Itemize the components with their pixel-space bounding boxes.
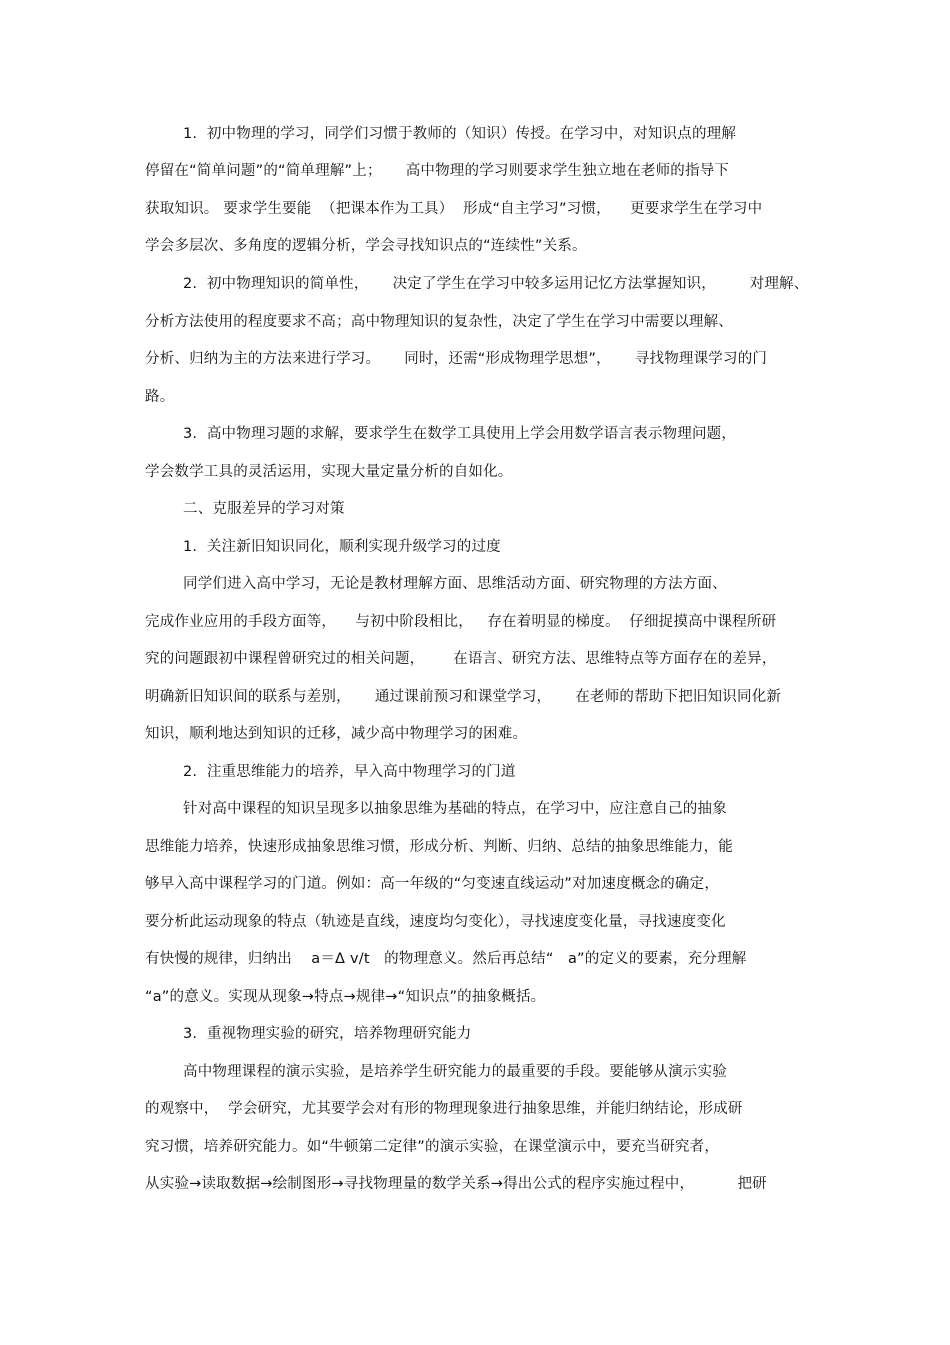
section-heading: 二、克服差异的学习对策: [183, 501, 345, 517]
text-line: 有快慢的规律，归纳出 a＝Δ v/t 的物理意义。然后再总结“ a”的定义的要素，充分理解: [145, 951, 747, 967]
text-line: 针对高中课程的知识呈现多以抽象思维为基础的特点，在学习中，应注意自己的抽象: [183, 801, 727, 817]
text-line: 思维能力培养，快速形成抽象思维习惯，形成分析、判断、归纳、总结的抽象思维能力，能: [145, 839, 733, 855]
subsection-heading: 2. 注重思维能力的培养，早入高中物理学习的门道: [183, 764, 516, 780]
text-line: 明确新旧知识间的联系与差别， 通过课前预习和课堂学习， 在老师的帮助下把旧知识同化新: [145, 689, 782, 705]
subsection-heading: 3. 重视物理实验的研究，培养物理研究能力: [183, 1026, 472, 1042]
text-line: 停留在“简单问题”的“简单理解”上； 高中物理的学习则要求学生独立地在老师的指导下: [145, 163, 730, 179]
text-line: 完成作业应用的手段方面等， 与初中阶段相比， 存在着明显的梯度。 仔细捉摸高中课程所研: [145, 614, 777, 630]
text-line: 的观察中， 学会研究，尤其要学会对有形的物理现象进行抽象思维，并能归纳结论，形成研: [145, 1101, 743, 1117]
text-line: 分析方法使用的程度要求不高；高中物理知识的复杂性，决定了学生在学习中需要以理解、: [145, 314, 733, 330]
text-line: 同学们进入高中学习，无论是教材理解方面、思维活动方面、研究物理的方法方面、: [183, 576, 727, 592]
text-line: 2. 初中物理知识的简单性， 决定了学生在学习中较多运用记忆方法掌握知识， 对理解、: [183, 276, 809, 292]
text-line: 学会数学工具的灵活运用，实现大量定量分析的自如化。: [145, 464, 513, 480]
text-line: 要分析此运动现象的特点（轨迹是直线，速度均匀变化），寻找速度变化量，寻找速度变化: [145, 914, 726, 930]
text-line: 路。: [145, 389, 175, 405]
text-line: 3. 高中物理习题的求解，要求学生在数学工具使用上学会用数学语言表示物理问题，: [183, 426, 737, 442]
text-line: “a”的意义。实现从现象→特点→规律→“知识点”的抽象概括。: [145, 989, 546, 1005]
text-line: 高中物理课程的演示实验，是培养学生研究能力的最重要的手段。要能够从演示实验: [183, 1064, 727, 1080]
text-line: 学会多层次、多角度的逻辑分析，学会寻找知识点的“连续性”关系。: [145, 238, 587, 254]
text-line: 究的问题跟初中课程曾研究过的相关问题， 在语言、研究方法、思维特点等方面存在的差异，: [145, 651, 777, 667]
text-line: 分析、归纳为主的方法来进行学习。 同时，还需“形成物理学思想”， 寻找物理课学习的门: [145, 351, 768, 367]
subsection-heading: 1. 关注新旧知识同化，顺利实现升级学习的过度: [183, 539, 501, 555]
text-line: 究习惯，培养研究能力。如“牛顿第二定律”的演示实验，在课堂演示中，要充当研究者，: [145, 1139, 720, 1155]
text-line: 获取知识。 要求学生要能 （把课本作为工具） 形成“自主学习”习惯， 更要求学生在学习中: [145, 201, 763, 217]
text-line: 1. 初中物理的学习，同学们习惯于教师的（知识）传授。在学习中，对知识点的理解: [183, 126, 737, 142]
text-line: 够早入高中课程学习的门道。例如：高一年级的“匀变速直线运动”对加速度概念的确定，: [145, 876, 720, 892]
text-line: 知识，顺利地达到知识的迁移，减少高中物理学习的困难。: [145, 726, 528, 742]
text-line: 从实验→读取数据→绘制图形→寻找物理量的数学关系→得出公式的程序实施过程中， 把研: [145, 1176, 767, 1192]
